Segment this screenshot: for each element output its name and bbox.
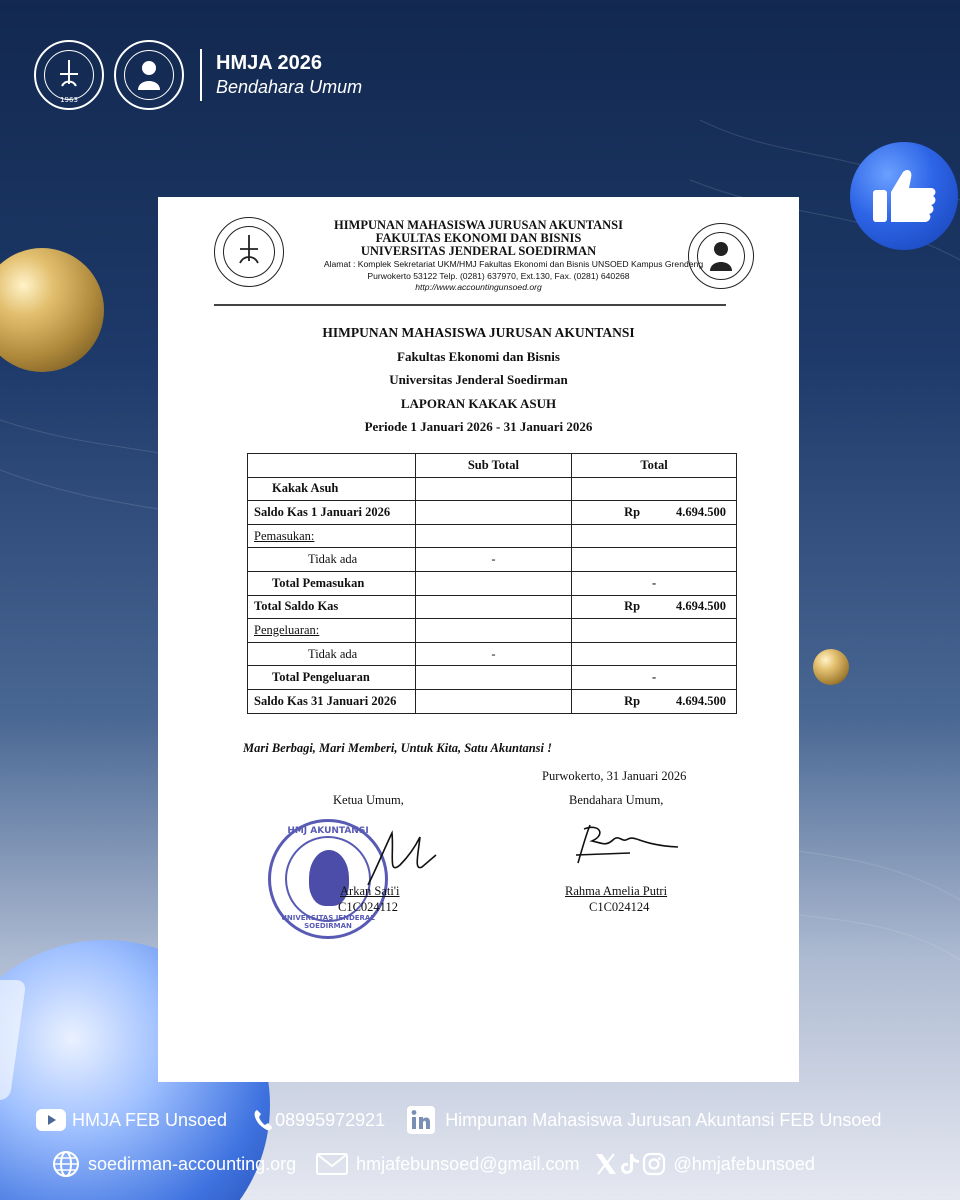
header-total: Total <box>572 454 737 478</box>
table-header-row <box>248 454 737 478</box>
report-titles <box>158 321 799 439</box>
gold-sphere-decoration <box>0 248 104 372</box>
table-row: Total Pengeluaran - <box>248 666 737 690</box>
letterhead-url: http://www.accountingunsoed.org <box>415 282 542 292</box>
letterhead-address2: Purwokerto 53122 Telp. (0281) 637970, Ext.130, Fax. (0281) 640268 <box>367 271 630 281</box>
youtube-icon <box>36 1109 66 1131</box>
treasurer-role: Bendahara Umum, <box>569 793 664 807</box>
table-row: Pemasukan: <box>248 524 737 548</box>
table-row: Pengeluaran: <box>248 619 737 643</box>
letterhead-divider <box>214 304 726 306</box>
table-row: Saldo Kas 1 Januari 2026 Rp 4.694.500 <box>248 501 737 525</box>
instagram-icon <box>642 1152 666 1176</box>
linkedin-link[interactable]: Himpunan Mahasiswa Jurusan Akuntansi FEB Unsoed <box>407 1106 881 1134</box>
place-date: Purwokerto, 31 Januari 2026 <box>542 769 687 783</box>
report-title-name: LAPORAN KAKAK ASUH <box>400 395 557 411</box>
table-row: Tidak ada - <box>248 642 737 666</box>
footer-contacts-row1 <box>36 1106 960 1134</box>
gold-sphere-small-decoration <box>813 649 849 685</box>
header-divider <box>200 49 202 101</box>
header-subtitle: Bendahara Umum <box>216 77 363 97</box>
youtube-link[interactable]: HMJA FEB Unsoed <box>36 1109 227 1131</box>
hmj-akuntansi-logo <box>114 40 184 110</box>
report-title-university: Universitas Jenderal Soedirman <box>389 372 568 387</box>
website-link[interactable]: soedirman-accounting.org <box>52 1150 296 1178</box>
table-row: Total Saldo Kas Rp 4.694.500 <box>248 595 737 619</box>
thumbs-up-icon <box>850 142 958 250</box>
chairman-nim: C1C024112 <box>338 900 398 914</box>
table-row: Total Pemasukan - <box>248 571 737 595</box>
treasurer-signature <box>570 819 680 869</box>
mail-icon <box>316 1153 348 1175</box>
phone-link[interactable]: 08995972921 <box>253 1109 385 1131</box>
globe-icon <box>52 1150 80 1178</box>
treasurer-nim: C1C024124 <box>589 900 650 914</box>
motto: Mari Berbagi, Mari Memberi, Untuk Kita, Satu Akuntansi ! <box>243 741 552 755</box>
organization-stamp: HMJ AKUNTANSI UNIVERSITAS JENDERAL SOEDIRMAN <box>268 819 388 939</box>
treasurer-name: Rahma Amelia Putri <box>565 884 668 898</box>
letterhead-line3: UNIVERSITAS JENDERAL SOEDIRMAN <box>360 244 597 258</box>
letterhead <box>158 219 799 293</box>
social-link[interactable]: @hmjafebunsoed <box>594 1152 815 1176</box>
header-subtotal: Sub Total <box>415 454 571 478</box>
report-title-faculty: Fakultas Ekonomi dan Bisnis <box>397 348 560 364</box>
email-link[interactable]: hmjafebunsoed@gmail.com <box>316 1153 579 1175</box>
linkedin-icon <box>407 1106 435 1134</box>
unsoed-logo: 1963 <box>34 40 104 110</box>
table-row: Kakak Asuh <box>248 477 737 501</box>
letterhead-address1: Alamat : Komplek Sekretariat UKM/HMJ Fakultas Ekonomi dan Bisnis UNSOED Kampus Grendeng <box>323 259 704 269</box>
phone-icon <box>253 1109 273 1131</box>
chairman-name: Arkan Sati'i <box>340 884 400 898</box>
report-document <box>158 197 799 1082</box>
finance-table <box>247 453 737 714</box>
header-title: HMJA 2026 <box>216 52 322 74</box>
tiktok-icon <box>620 1152 640 1176</box>
chairman-role: Ketua Umum, <box>333 793 404 807</box>
letterhead-line2: FAKULTAS EKONOMI DAN BISNIS <box>375 231 582 245</box>
table-row: Saldo Kas 31 Januari 2026 Rp 4.694.500 <box>248 689 737 713</box>
table-row: Tidak ada - <box>248 548 737 572</box>
report-title-period: Periode 1 Januari 2026 - 31 Januari 2026 <box>364 419 593 434</box>
letterhead-line1: HIMPUNAN MAHASISWA JURUSAN AKUNTANSI <box>333 218 624 232</box>
footer-contacts-row2 <box>52 1150 960 1178</box>
report-title-org: HIMPUNAN MAHASISWA JURUSAN AKUNTANSI <box>322 325 635 340</box>
x-icon <box>594 1153 618 1175</box>
page-header <box>34 38 362 112</box>
